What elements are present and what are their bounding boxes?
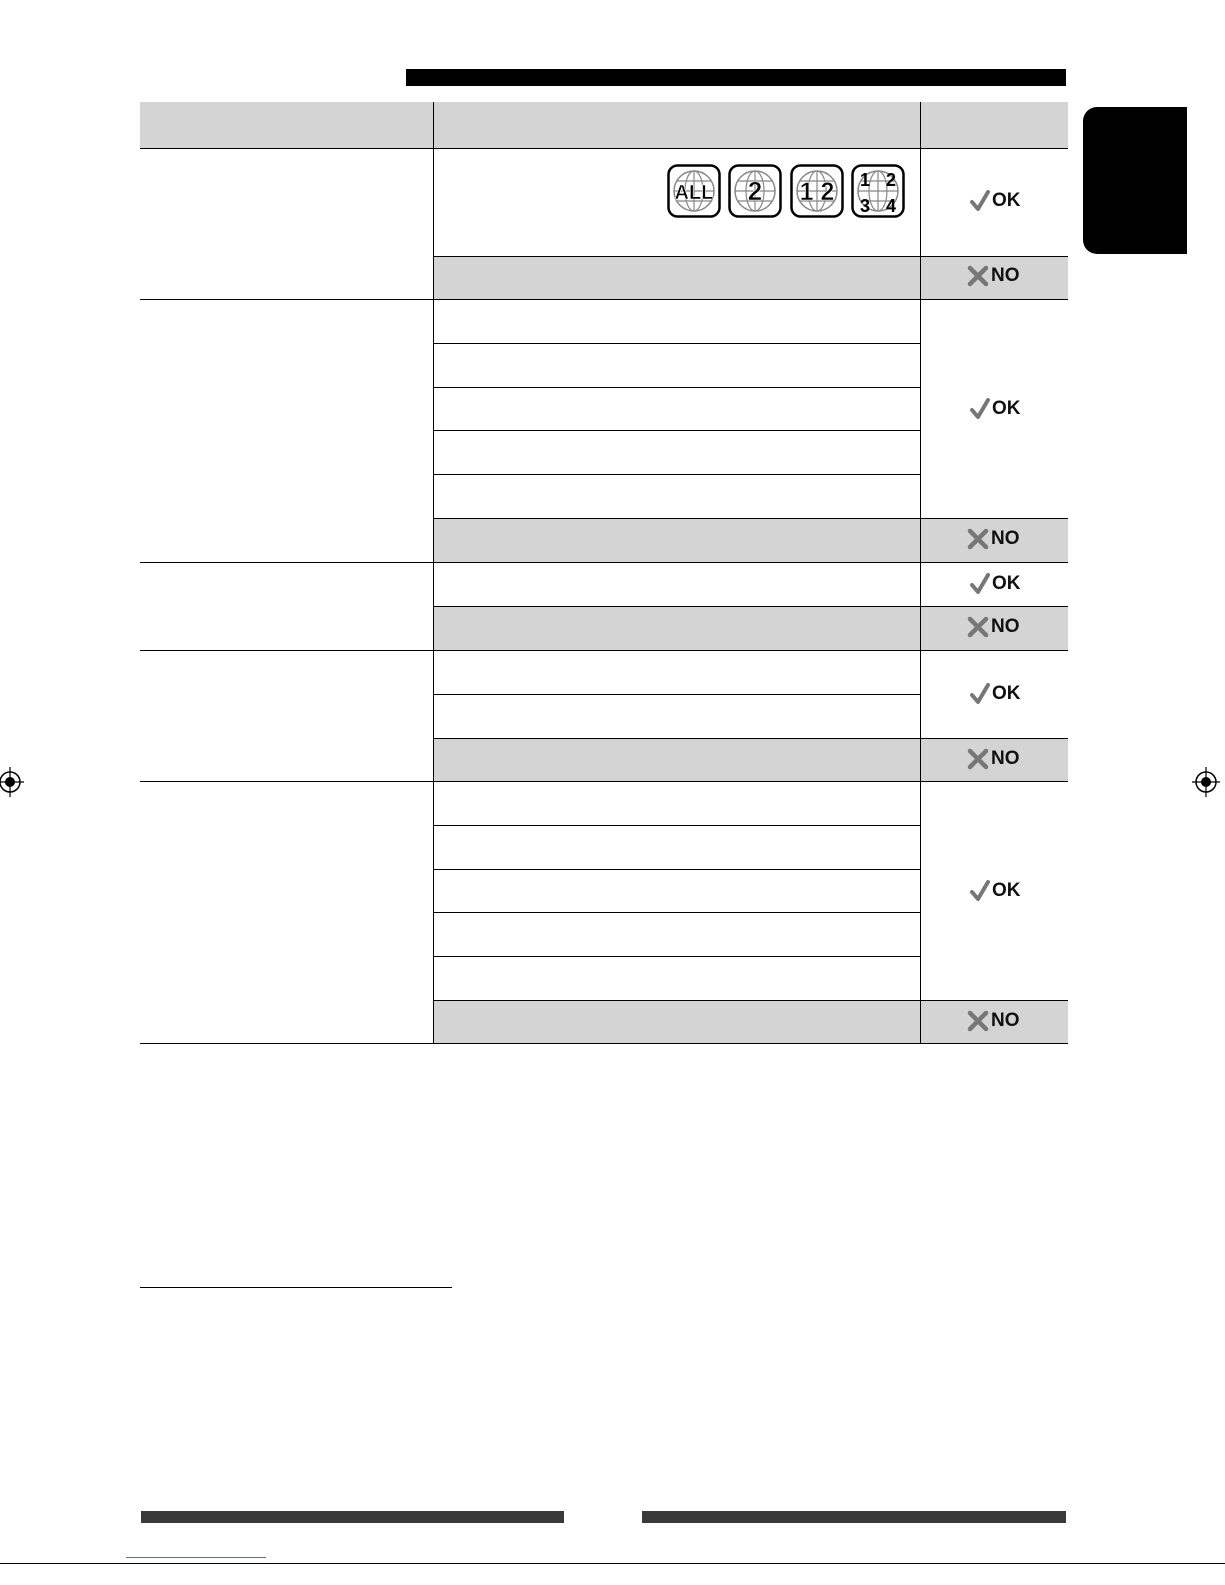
region-2-icon	[728, 164, 782, 218]
check-icon	[970, 683, 990, 705]
row-divider	[434, 869, 920, 870]
trim-line	[0, 1563, 1225, 1564]
check-icon	[970, 398, 990, 420]
row-divider	[434, 825, 920, 826]
registration-mark-icon	[0, 767, 24, 802]
status-no-label: NO	[991, 528, 1020, 549]
row-divider	[434, 430, 920, 431]
check-icon	[970, 190, 990, 212]
region-1-2-icon	[790, 164, 844, 218]
table-header	[140, 102, 1068, 148]
col-divider-2	[920, 102, 921, 1044]
status-ok-label: OK	[992, 573, 1021, 594]
svg-text:1: 1	[859, 170, 871, 190]
svg-text:2: 2	[747, 176, 763, 206]
row-divider	[434, 738, 1068, 739]
group-divider	[140, 299, 1068, 300]
row-divider	[434, 387, 920, 388]
group-divider	[140, 562, 1068, 563]
table-bottom-line	[140, 1043, 1068, 1044]
status-no-label: NO	[991, 1010, 1020, 1031]
status-ok-label: OK	[992, 880, 1021, 901]
status-ok	[970, 398, 1021, 420]
cross-icon	[967, 1010, 989, 1032]
check-icon	[970, 573, 990, 595]
status-ok	[970, 190, 1021, 212]
cross-icon	[967, 616, 989, 638]
svg-text:ALL: ALL	[674, 182, 714, 204]
footnote-rule	[140, 1287, 452, 1288]
row-divider	[434, 474, 920, 475]
svg-text:2: 2	[885, 170, 897, 190]
status-no	[967, 528, 1020, 550]
row-divider	[434, 256, 1068, 257]
region-1-2-3-4-icon	[851, 164, 905, 218]
col-divider-1	[433, 102, 434, 1044]
status-no	[967, 265, 1020, 287]
cross-icon	[967, 528, 989, 550]
row-divider	[434, 518, 1068, 519]
language-tab	[1083, 107, 1187, 254]
check-icon	[970, 880, 990, 902]
row-divider	[434, 606, 1068, 607]
cross-icon	[967, 748, 989, 770]
title-bar	[406, 69, 1066, 86]
registration-mark-icon	[1192, 767, 1220, 802]
region-all-icon	[667, 164, 721, 218]
row-divider	[434, 912, 920, 913]
status-ok-label: OK	[992, 398, 1021, 419]
row-divider	[434, 1000, 1068, 1001]
status-no	[967, 616, 1020, 638]
status-no	[967, 748, 1020, 770]
svg-text:3: 3	[859, 196, 871, 216]
footer-bar-left	[141, 1511, 564, 1523]
row-divider	[434, 956, 920, 957]
status-no-label: NO	[991, 616, 1020, 637]
status-ok-label: OK	[992, 683, 1021, 704]
trim-line-accent	[126, 1557, 266, 1558]
group-divider	[140, 650, 1068, 651]
svg-text:1 2: 1 2	[799, 178, 835, 206]
footer-bar-right	[642, 1511, 1066, 1523]
status-no	[967, 1010, 1020, 1032]
status-ok	[970, 683, 1021, 705]
svg-text:4: 4	[885, 196, 897, 216]
status-ok	[970, 880, 1021, 902]
row-divider	[434, 694, 920, 695]
group-divider	[140, 781, 1068, 782]
row-divider	[434, 343, 920, 344]
status-no-label: NO	[991, 748, 1020, 769]
status-ok-label: OK	[992, 190, 1021, 211]
status-ok	[970, 573, 1021, 595]
cross-icon	[967, 265, 989, 287]
status-no-label: NO	[991, 265, 1020, 286]
group-divider	[140, 148, 1068, 149]
